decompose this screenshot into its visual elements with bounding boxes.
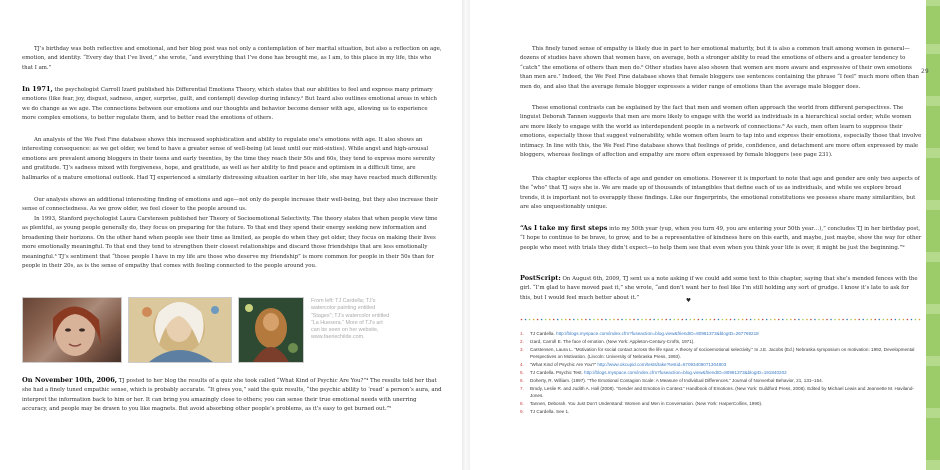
- divider-dot: [549, 319, 551, 321]
- stages-illustration: [129, 298, 231, 362]
- divider-dot: [637, 319, 639, 321]
- footnote-item: [520, 385, 922, 401]
- footnote-text: Doherty, R. William. (1997). “The Emotional Contagion Scale: A Measure of Individual Differences.” Journal of Nonverbal Behavior, 21, 131–154.: [530, 377, 823, 383]
- divider-dot: [641, 319, 643, 321]
- divider-dot: [874, 319, 876, 321]
- divider-dot: [521, 319, 523, 321]
- footnote-item: [520, 377, 922, 385]
- footnote-number: 3.: [520, 346, 524, 352]
- tab-segment: [926, 408, 940, 418]
- footnote-link[interactable]: http://www.okcupid.com/tests/take?testid=67093409071304803: [597, 362, 727, 368]
- divider-dot: [738, 319, 740, 321]
- divider-dot: [686, 319, 688, 321]
- footnote-number: 8.: [520, 401, 524, 407]
- divider-dot: [673, 319, 675, 321]
- divider-dot: [621, 319, 623, 321]
- divider-dot: [814, 319, 816, 321]
- divider-dot: [834, 319, 836, 321]
- paragraph-empathy: This finely tuned sense of empathy is likely due in part to her emotional maturity, but it is also a common trait among women in general—dozens of studies have shown that women have, on average, both a stronger ability to read the emotions of others and a greater tendency to “catch” the emotions of others than men do.⁶ Other studies have also shown that women are more aware and expressive of their own emotions than men are.⁷ Indeed, the We Feel Fine database shows that female bloggers use sentences containing the phrase “I feel” much more often than men do, and also that the average female blogger expresses a wider range of emotions than the average male blogger does.: [520, 46, 920, 90]
- divider-dot: [919, 319, 921, 321]
- tab-segment: [926, 356, 940, 366]
- divider-dot: [830, 319, 832, 321]
- divider-dot: [911, 319, 913, 321]
- divider-dot: [585, 319, 587, 321]
- divider-dot: [866, 319, 868, 321]
- divider-dot: [581, 319, 583, 321]
- divider-dot: [778, 319, 780, 321]
- paragraph-chapter-scope: This chapter explores the effects of age and gender on emotions. However it is important to note that age and gender are only two aspects of the “who” that TJ says she is. We are made up of thousands of intangibles that define each of us as individuals, and while we explore broad trends, it is important not to overapply these findings. Like our fingerprints, the emotional constitutions we possess share many similarities, but are also unquestionably unique.: [520, 176, 920, 211]
- divider-dot: [677, 319, 679, 321]
- divider-dot: [565, 319, 567, 321]
- divider-dot: [698, 319, 700, 321]
- divider-dot: [802, 319, 804, 321]
- divider-dot: [766, 319, 768, 321]
- divider-dot: [649, 319, 651, 321]
- divider-dot: [842, 319, 844, 321]
- divider-dot: [710, 319, 712, 321]
- divider-dot: [665, 319, 667, 321]
- paragraph-analysis: An analysis of the We Feel Fine database shows this increased sophistication and ability to regulate one’s emotions with age. It also shows an interesting consequence: as we get older, we tend to have a greater sense of well-being (at least until our mid-sixties). While angst and high-arousal emotions are prevalent among bloggers in their teens and early twenties, by the time they reach their 50s and 60s, they tend to express more serenity and gratitude. TJ’s sadness mixed with forgiveness, hope, and gratitude, as well as her ability to find peace and optimism in a difficult time, are hallmarks of a mature emotional outlook. Had TJ experienced a similarly distressing situation earlier in her life, she may have reacted much differently.: [22, 137, 438, 181]
- tab-segment: [926, 252, 940, 262]
- tab-segment: [926, 200, 940, 210]
- footnote-text: Izard, Carroll E. The face of emotion. (New York: Appleton-Century-Crofts, 1971).: [530, 338, 695, 344]
- divider-dot: [883, 319, 885, 321]
- portrait-illustration: [23, 298, 121, 362]
- footnote-item: [520, 400, 922, 408]
- page-number: 29: [921, 68, 929, 75]
- divider-dot: [557, 319, 559, 321]
- divider-dot: [601, 319, 603, 321]
- divider-dot: [633, 319, 635, 321]
- footnote-text: Brody, Leslie R. and Judith A. Hall (2008). “Gender and Emotion in Context.” Handbook of Emotions. (New York: Guildford Press, 2008). Edited by Michael Lewis and Jeannette M. Haviland-Jones.: [530, 385, 914, 399]
- divider-dot: [806, 319, 808, 321]
- divider-dot: [613, 319, 615, 321]
- book-gutter: [462, 0, 470, 470]
- footnote-link[interactable]: http://blogs.myspace.com/index.cfm?fuseaction=blog.view&friendID=80981373&blogID=267769218: [556, 331, 759, 336]
- footnote-item: [520, 361, 922, 369]
- divider-dot: [854, 319, 856, 321]
- paragraph-connectedness: Our analysis shows an additional interesting finding of emotions and age—not only do people increase their well-being, but they also increase their sense of connectedness. As we grow older, we feel closer to the people around us.: [22, 197, 438, 213]
- divider-dot: [529, 319, 531, 321]
- tab-segment: [926, 304, 940, 314]
- divider-dot: [895, 319, 897, 321]
- divider-dot: [754, 319, 756, 321]
- watercolor-stages-painting: [128, 297, 232, 363]
- divider-dot: [722, 319, 724, 321]
- divider-dot: [794, 319, 796, 321]
- footnote-link[interactable]: http://blogs.myspace.com/index.cfm?fuseaction=blog.view&friendID=80981373&blogID=191840202: [584, 369, 787, 375]
- divider-dot: [878, 319, 880, 321]
- divider-dot: [774, 319, 776, 321]
- divider-dot: [822, 319, 824, 321]
- footnote-text: Carstensen, Laura L. “Motivation for social contact across the life span: A theory of socioemotional selectivity.” In J.E. Jacobs (Ed.) Nebraska symposium on motivation: 1992, Developmental Perspectives on Motivation. (Lincoln: University of Nebraska Press, 1993).: [530, 346, 915, 360]
- divider-dot: [838, 319, 840, 321]
- divider-dot: [734, 319, 736, 321]
- tab-segment: [926, 148, 940, 158]
- divider-dot: [782, 319, 784, 321]
- divider-dot: [577, 319, 579, 321]
- divider-dot: [786, 319, 788, 321]
- divider-dot: [537, 319, 539, 321]
- footnote-number: 2.: [520, 338, 524, 344]
- divider-dot: [818, 319, 820, 321]
- divider-dot: [750, 319, 752, 321]
- footnote-number: 1.: [520, 331, 524, 336]
- paragraph-carstensen: In 1993, Stanford psychologist Laura Carstensen published her Theory of Socioemotional Selectivity. The theory states that when people view time as plentiful, as young people generally do, they focus on preparing for the future. To that end they spend their energy seeking new information and broadening their horizons. On the other hand when people see their time as limited, as people do when they get older, they focus on making their lives more emotionally meaningful. To that end they tend to strengthen their closest relationships and discard those friendships that are less emotionally meaningful.³ TJ’s sentiment that “those people I have in my life are those who deserve my friendship” is more common for people in their 50s than for people in their 20s, as is the sense of empathy that comes with feeling connected to the people around you.: [22, 216, 438, 270]
- divider-dot: [533, 319, 535, 321]
- divider-dot: [862, 319, 864, 321]
- left-page: [0, 0, 462, 470]
- tab-segment: [926, 460, 940, 470]
- heart-icon: ♥: [686, 298, 691, 304]
- footnote-number: 5.: [520, 369, 524, 375]
- divider-dot: [726, 319, 728, 321]
- footnote-text: TJ Cardella. See 1.: [530, 408, 570, 414]
- divider-dot: [569, 319, 571, 321]
- image-caption: From left: TJ Cardella; TJ’s watercolor painting entitled “Stages”; TJ’s watercolor entitled “La Huesera.” More of TJ’s art can be seen on her website, www.faeriechilde.com.: [311, 298, 390, 341]
- divider-dot: [870, 319, 872, 321]
- paragraph-first-steps: “As I take my first steps into my 50th year (yup, when you turn 49, you are entering your 50th year…),” concludes TJ in her birthday post, “I hope to continue to be brave, to grow, and to be a representative of kindness here on this earth, and maybe, just maybe, show the way for other people who meet with trials they didn’t expect—to help them see that even when you think your life is over, it might be just the beginning.”⁹: [520, 224, 922, 251]
- paragraph-postscript: PostScript: On August 6th, 2009, TJ sent us a note asking if we could add some text to this chapter, saying that she’s mended fences with the girl. “I’m glad to have moved past it,” she wrote, “and don’t want her to feel like I’m still holding any sort of grudge. I know it’s late to ask for this, but I would feel much better about it.”: [520, 274, 918, 301]
- divider-dot: [826, 319, 828, 321]
- footnote-item: [520, 369, 922, 377]
- divider-dot: [790, 319, 792, 321]
- divider-dot: [702, 319, 704, 321]
- divider-dot: [669, 319, 671, 321]
- divider-dot: [730, 319, 732, 321]
- divider-dot: [589, 319, 591, 321]
- divider-dot: [625, 319, 627, 321]
- divider-dot: [541, 319, 543, 321]
- divider-dot: [746, 319, 748, 321]
- footnote-number: 4.: [520, 362, 524, 368]
- divider-dot: [770, 319, 772, 321]
- divider-dot: [915, 319, 917, 321]
- divider-dot: [617, 319, 619, 321]
- divider-dot: [553, 319, 555, 321]
- divider-dot: [545, 319, 547, 321]
- divider-dot: [645, 319, 647, 321]
- divider-dot: [714, 319, 716, 321]
- divider-dot: [661, 319, 663, 321]
- divider-dot: [653, 319, 655, 321]
- divider-dot: [593, 319, 595, 321]
- tab-segment: [926, 96, 940, 106]
- tab-segment: [926, 44, 940, 54]
- divider-dot: [903, 319, 905, 321]
- divider-dot: [762, 319, 764, 321]
- footnote-number: 9.: [520, 408, 524, 414]
- paragraph-izard: In 1971, the psychologist Carroll Izard published his Differential Emotions Theory, which states that our abilities to feel and express many primary emotions (like fear, joy, disgust, sadness, anger, surprise, guilt, and contempt) develop during infancy.² But Izard also outlines emotional areas in which we do change as we age. The connections between our emotions and our thoughts and behavior become denser with age, allowing us to experience more complex emotions, to better regulate them, and to better read the emotions of others.: [22, 85, 438, 122]
- footnote-text: Tannen, Deborah. You Just Don’t Understand: Women and Men in Conversation. (New York: HarperCollins, 1990).: [530, 401, 763, 407]
- paragraph-psychic-quiz: On November 10th, 2006, TJ posted to her blog the results of a quiz she took called “What Kind of Psychic Are You?”⁴ The results told her that she had a finely tuned empathic sense, which is probably accurate. “It gives you,” said the quiz results, “the psychic ability to ‘read’ a person’s aura, and interpret the information back to him or her. It can bring you amazingly close to others; you can sense their true emotional needs with unerring accuracy, and people may be drawn to you like magnets. But avoid absorbing other people’s problems, as it’s easy to get burned out.”⁵: [22, 376, 442, 413]
- footnote-item: [520, 330, 922, 338]
- footnote-item: [520, 338, 922, 346]
- divider-dot: [718, 319, 720, 321]
- la-huesera-illustration: [239, 298, 303, 362]
- divider-dot: [682, 319, 684, 321]
- footnotes-list: [520, 330, 922, 416]
- divider-dot: [899, 319, 901, 321]
- footnote-text: TJ Cardella. Psychic Test.: [530, 369, 585, 375]
- divider-dot: [758, 319, 760, 321]
- footnote-text: TJ Cardella.: [530, 331, 557, 336]
- footnote-number: 7.: [520, 385, 524, 391]
- divider-dot: [694, 319, 696, 321]
- divider-dot: [850, 319, 852, 321]
- divider-dot: [561, 319, 563, 321]
- divider-dot: [858, 319, 860, 321]
- divider-dot: [629, 319, 631, 321]
- divider-dot: [798, 319, 800, 321]
- divider-dot: [597, 319, 599, 321]
- divider-dot: [846, 319, 848, 321]
- divider-dot: [573, 319, 575, 321]
- divider-dot: [657, 319, 659, 321]
- divider-dot: [810, 319, 812, 321]
- divider-dot: [609, 319, 611, 321]
- footnote-item: [520, 346, 922, 362]
- divider-dot: [742, 319, 744, 321]
- paragraph-tannen: These emotional contrasts can be explained by the fact that men and women often approach the world from different perspectives. The linguist Deborah Tannen suggests that men are more likely to engage with the world as individuals in a hierarchical social order, while women are more likely to engage with the world as interdependent people in a network of connections.⁸ As such, men often learn to suppress their emotions, especially those that suggest vulnerability, while women often learn to tap into and express their emotions, especially those that involve intimacy. In line with this, the We Feel Fine database shows that feelings of pride, confidence, and detachment are more often expressed by male bloggers, whereas feelings of affection and empathy are more often expressed by female bloggers (see page 231).: [520, 105, 922, 159]
- divider-dot: [907, 319, 909, 321]
- footnote-text: “What Kind of Psychic Are You?”: [530, 362, 598, 368]
- watercolor-la-huesera-painting: [238, 297, 304, 363]
- divider-dot: [706, 319, 708, 321]
- portrait-photo: [22, 297, 122, 363]
- tab-segment: [926, 0, 940, 6]
- divider-dot: [690, 319, 692, 321]
- divider-dot: [605, 319, 607, 321]
- footnote-item: [520, 408, 922, 416]
- decorative-dot-divider: [520, 318, 922, 321]
- footnote-number: 6.: [520, 377, 524, 383]
- divider-dot: [525, 319, 527, 321]
- paragraph-birthday: TJ’s birthday was both reflective and emotional, and her blog post was not only a contemplation of her marital situation, but also a reflection on age, emotion, and identity. “Every day that I’ve lived,” she wrote, “and everything that I’ve done has brought me, as I am, to this place in my life, this who that I am.”: [22, 46, 442, 71]
- divider-dot: [887, 319, 889, 321]
- divider-dot: [891, 319, 893, 321]
